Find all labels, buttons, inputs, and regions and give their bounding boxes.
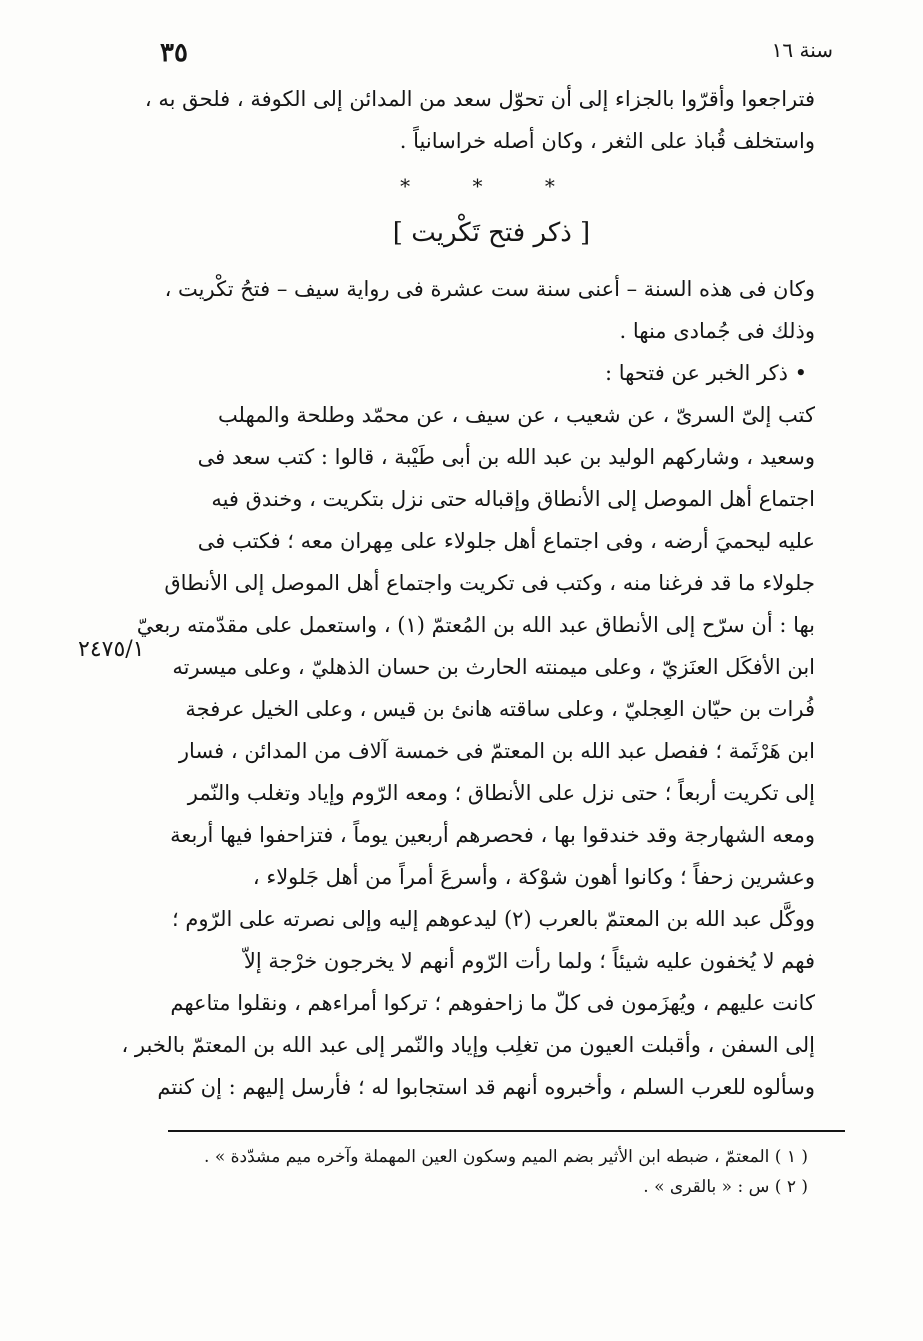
text-line: واستخلف قُباذ على الثغر ، وكان أصله خراسانياً . xyxy=(399,129,815,153)
text-line: إلى تكريت أربعاً ؛ حتى نزل على الأنطاق ؛ ومعه الرّوم وإياد وتغلب والنّمر xyxy=(187,781,815,805)
text-line: إلى السفن ، وأقبلت العيون من تغلِب وإياد والنّمر إلى عبد الله بن المعتمّ بالخبر ، xyxy=(121,1033,815,1057)
running-header xyxy=(90,30,833,70)
text-line: فُرات بن حيّان العِجليّ ، وعلى ساقته هانئ بن قيس ، وعلى الخيل عرفجة xyxy=(185,697,815,721)
margin-reference-number: ٢٤٧٥/١ xyxy=(78,637,145,662)
text-line: فتراجعوا وأقرّوا بالجزاء إلى أن تحوّل سعد من المدائن إلى الكوفة ، فلحق به ، xyxy=(144,87,815,111)
text-line: ابن هَرْثَمة ؛ ففصل عبد الله بن المعتمّ فى خمسة آلاف من المدائن ، فسار xyxy=(178,739,815,763)
main-text xyxy=(121,78,815,1108)
footnote: ( ٢ ) س : « بالقرى » . xyxy=(643,1177,808,1197)
text-line: وكان فى هذه السنة – أعنى سنة ست عشرة فى رواية سيف – فتحُ تكْريت ، xyxy=(164,277,815,301)
section-separator: * * * xyxy=(400,174,583,198)
text-line: وعشرين زحفاً ؛ وكانوا أهون شوْكة ، وأسرعَ أمراً من أهل جَلولاء ، xyxy=(252,865,815,889)
text-line: بها : أن سرّح إلى الأنطاق عبد الله بن المُعتمّ (١) ، واستعمل على مقدّمته ربعيّ xyxy=(136,613,815,637)
text-line: فهم لا يُخفون عليه شيئاً ؛ ولما رأت الرّوم أنهم لا يخرجون خرْجة إلاّ xyxy=(243,949,815,973)
text-line: اجتماع أهل الموصل إلى الأنطاق وإقباله حتى نزل بتكريت ، وخندق فيه xyxy=(211,487,815,511)
footnote-divider xyxy=(168,1130,845,1132)
text-line: ومعه الشهارجة وقد خندقوا بها ، فحصرهم أربعين يوماً ، فتزاحفوا فيها أربعة xyxy=(170,823,815,847)
year-heading: سنة ١٦ xyxy=(771,38,833,62)
footnotes xyxy=(190,1142,808,1202)
section-title: [ ذكر فتح تَكْريت ] xyxy=(392,218,591,248)
text-line: ابن الأفكَل العنَزيّ ، وعلى ميمنته الحارث بن حسان الذهليّ ، وعلى ميسرته xyxy=(172,655,815,679)
text-line: ووكَّل عبد الله بن المعتمّ بالعرب (٢) ليدعوهم إليه وإلى نصرته على الرّوم ؛ xyxy=(171,907,815,931)
text-line: وسألوه للعرب السلم ، وأخبروه أنهم قد استجابوا له ؛ فأرسل إليهم : إن كنتم xyxy=(157,1075,815,1099)
text-line: كتب إلىّ السرىّ ، عن شعيب ، عن سيف ، عن محمّد وطلحة والمهلب xyxy=(217,403,815,427)
text-line: عليه ليحميَ أرضه ، وفى اجتماع أهل جلولاء على مِهران معه ؛ فكتب فى xyxy=(197,529,815,553)
text-line: وسعيد ، وشاركهم الوليد بن عبد الله بن أبى طَيْبة ، قالوا : كتب سعد فى xyxy=(197,445,815,469)
page-number: ٣٥ xyxy=(160,38,188,68)
footnote: ( ١ ) المعتمّ ، ضبطه ابن الأثير بضم الميم وسكون العين المهملة وآخره ميم مشدّدة » . xyxy=(204,1147,808,1167)
text-line: جلولاء ما قد فرغنا منه ، وكتب فى تكريت واجتماع أهل الموصل إلى الأنطاق xyxy=(164,571,815,595)
text-line: كانت عليهم ، ويُهزَمون فى كلّ ما زاحفوهم ؛ تركوا أمراءهم ، ونقلوا متاعهم xyxy=(170,991,815,1015)
text-line: وذلك فى جُمادى منها . xyxy=(619,319,815,343)
subheading: • ذكر الخبر عن فتحها : xyxy=(604,361,807,385)
